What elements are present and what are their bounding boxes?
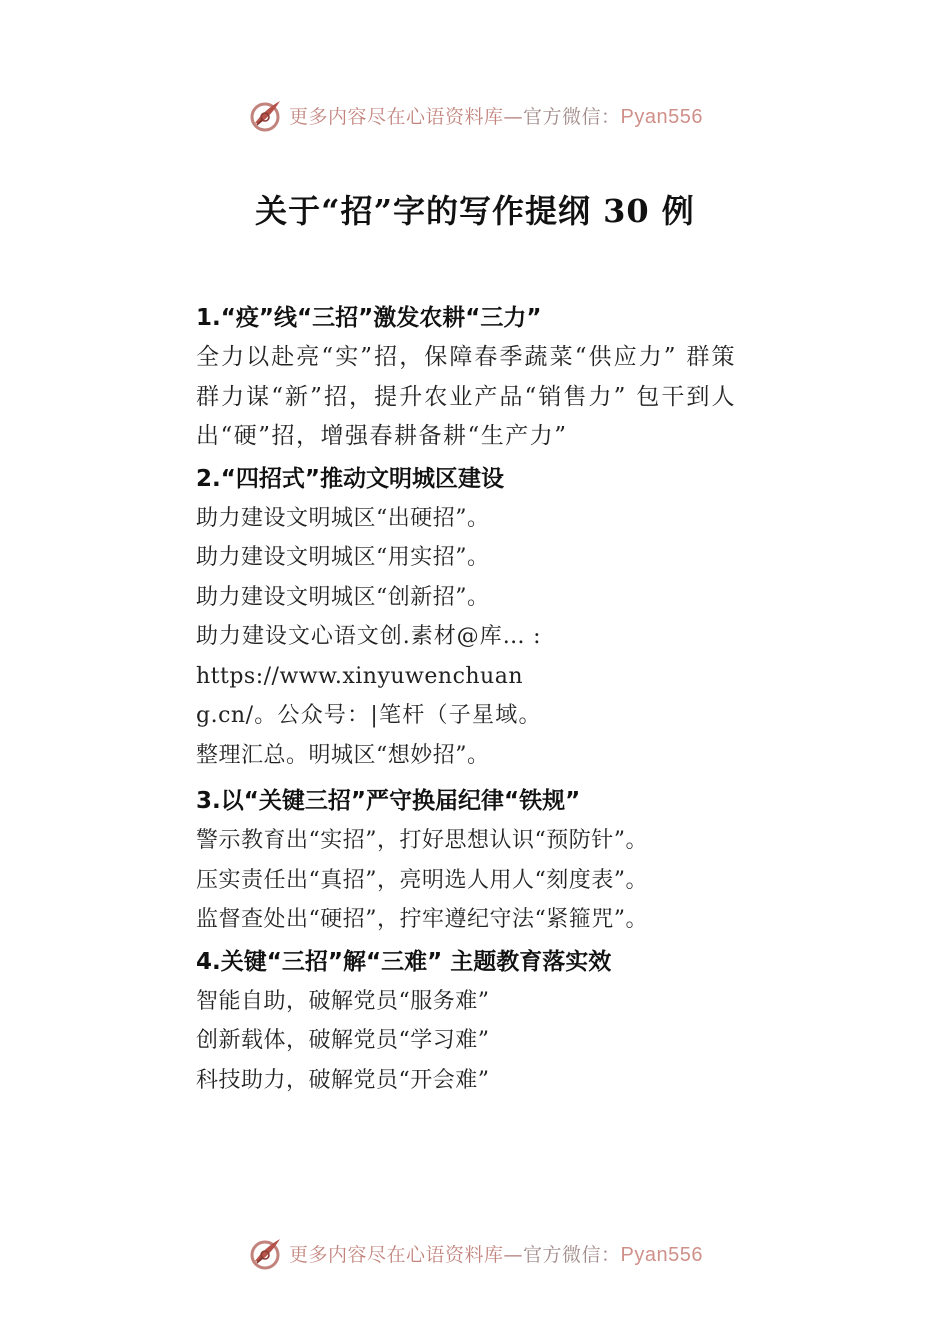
section-line: 警示教育出“实招”，打好思想认识“预防针”。 <box>196 828 648 853</box>
banner-dash: — <box>503 105 524 128</box>
banner-wechat-label: 官方微信： <box>523 1243 621 1266</box>
section-line: 监督查处出“硬招”，拧牢遵纪守法“紧箍咒”。 <box>196 907 648 932</box>
banner-prefix: 更多内容尽在心语资料库 <box>289 1243 504 1266</box>
document-body <box>196 298 736 1104</box>
section-line: 助力建设文明城区“出硬招”。 <box>196 505 490 531</box>
footer-banner <box>0 1233 950 1273</box>
banner-wechat-label: 官方微信： <box>523 105 621 128</box>
section-line: 助力建设文明城区“用实招”。 <box>196 545 490 570</box>
banner-text <box>289 1240 703 1267</box>
banner-wechat-id: Pyan556 <box>620 105 703 128</box>
section-heading: 2.“四招式”推动文明城区建设 <box>196 465 504 492</box>
section-line: 智能自助，破解党员“服务难” <box>196 988 490 1014</box>
section-2 <box>196 459 736 776</box>
quill-logo-icon <box>247 97 283 133</box>
quill-logo-icon <box>247 1235 283 1271</box>
section-heading: 3.以“关键三招”严守换届纪律“铁规” <box>196 788 581 814</box>
section-line: 助力建设文明城区“创新招”。 <box>196 584 490 610</box>
section-heading: 4.关键“三招”解“三难” 主题教育落实效 <box>196 948 612 975</box>
document-title: 关于“招”字的写作提纲 30 例 <box>255 192 695 230</box>
banner-wechat-id: Pyan556 <box>620 1243 703 1266</box>
section-block: 助力建设文心语文创.素材@库… : https://www.xinyuwenchuang.cn/。公众号：|笔杆（子星域。整理汇总。明城区“想妙招”。 <box>196 624 541 768</box>
section-heading: 1.“疫”线“三招”激发农耕“三力” <box>196 305 542 331</box>
header-banner <box>0 95 950 135</box>
section-4 <box>196 942 736 1101</box>
section-line: 创新载体，破解党员“学习难” <box>196 1028 490 1053</box>
section-line: 压实责任出“真招”，亮明选人用人“刻度表”。 <box>196 867 648 893</box>
section-3 <box>196 781 736 940</box>
banner-dash: — <box>503 1243 524 1266</box>
banner-text <box>289 102 703 129</box>
section-line: 科技助力，破解党员“开会难” <box>196 1067 490 1093</box>
section-1 <box>196 298 736 457</box>
banner-prefix: 更多内容尽在心语资料库 <box>289 105 504 128</box>
section-paragraph: 全力以赴亮“实”招，保障春季蔬菜“供应力” 群策群力谋“新”招，提升农业产品“销售力” 包干到人出“硬”招，增强春耕备耕“生产力” <box>196 344 736 449</box>
